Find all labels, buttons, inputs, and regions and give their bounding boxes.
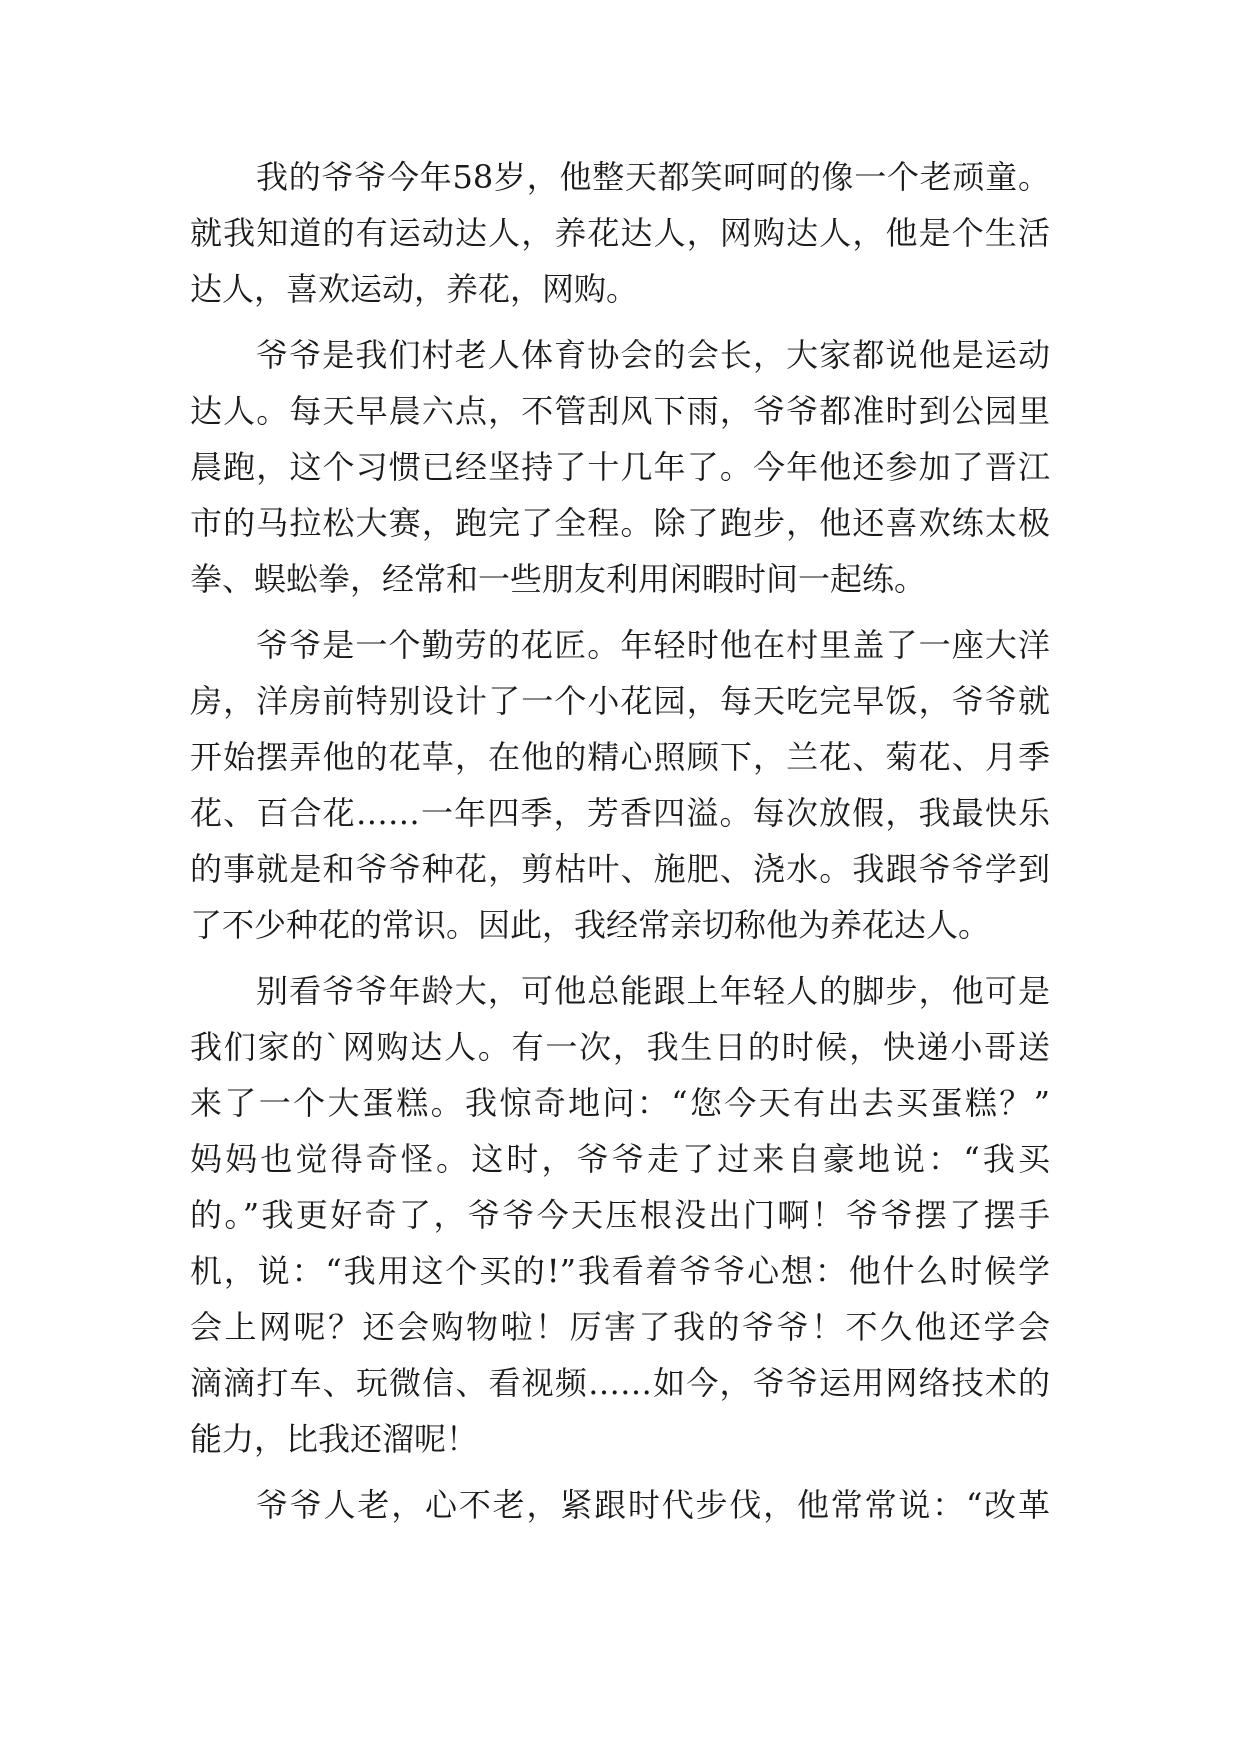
paragraph [190, 626, 1050, 944]
text-line: 达人。每天早晨六点，不管刮风下雨，爷爷都准时到公园里 [190, 392, 1050, 430]
text-line: 别看爷爷年龄大，可他总能跟上年轻人的脚步，他可是 [256, 972, 1050, 1010]
text-line: 的。”我更好奇了，爷爷今天压根没出门啊！爷爷摆了摆手 [190, 1196, 1050, 1234]
text-line: 妈妈也觉得奇怪。这时，爷爷走了过来自豪地说：“我买 [190, 1140, 1050, 1178]
text-line: 爷爷是一个勤劳的花匠。年轻时他在村里盖了一座大洋 [256, 626, 1050, 664]
paragraph [190, 336, 1050, 598]
text-line: 开始摆弄他的花草，在他的精心照顾下，兰花、菊花、月季 [190, 738, 1050, 776]
text-line: 来了一个大蛋糕。我惊奇地问：“您今天有出去买蛋糕？” [190, 1084, 1050, 1122]
text-line: 爷爷是我们村老人体育协会的会长，大家都说他是运动 [256, 336, 1050, 374]
text-line: 拳、蜈蚣拳，经常和一些朋友利用闲暇时间一起练。 [190, 560, 927, 598]
text-line: 花、百合花……一年四季，芳香四溢。每次放假，我最快乐 [190, 794, 1050, 832]
text-line: 机，说：“我用这个买的!”我看着爷爷心想：他什么时候学 [190, 1252, 1050, 1290]
text-line: 滴滴打车、玩微信、看视频……如今，爷爷运用网络技术的 [190, 1364, 1050, 1402]
text-line: 就我知道的有运动达人，养花达人，网购达人，他是个生活 [190, 214, 1050, 252]
text-line: 了不少种花的常识。因此，我经常亲切称他为养花达人。 [190, 906, 991, 944]
text-line: 会上网呢？还会购物啦！厉害了我的爷爷！不久他还学会 [190, 1308, 1050, 1346]
text-line: 爷爷人老，心不老，紧跟时代步伐，他常常说：“改革 [256, 1486, 1050, 1524]
text-line: 房，洋房前特别设计了一个小花园，每天吃完早饭，爷爷就 [190, 682, 1050, 720]
paragraph [190, 1486, 1050, 1524]
text-line: 我的爷爷今年58岁，他整天都笑呵呵的像一个老顽童。 [256, 158, 1050, 196]
text-line: 能力，比我还溜呢！ [190, 1420, 479, 1458]
paragraph [190, 972, 1050, 1458]
text-line: 我们家的`网购达人。有一次，我生日的时候，快递小哥送 [190, 1028, 1050, 1066]
text-line: 晨跑，这个习惯已经坚持了十几年了。今年他还参加了晋江 [190, 448, 1050, 486]
text-line: 市的马拉松大赛，跑完了全程。除了跑步，他还喜欢练太极 [190, 504, 1050, 542]
text-line: 达人，喜欢运动，养花，网购。 [190, 270, 639, 308]
text-line: 的事就是和爷爷种花，剪枯叶、施肥、浇水。我跟爷爷学到 [190, 850, 1050, 888]
paragraph [190, 158, 1050, 308]
essay-body [190, 158, 1050, 1524]
